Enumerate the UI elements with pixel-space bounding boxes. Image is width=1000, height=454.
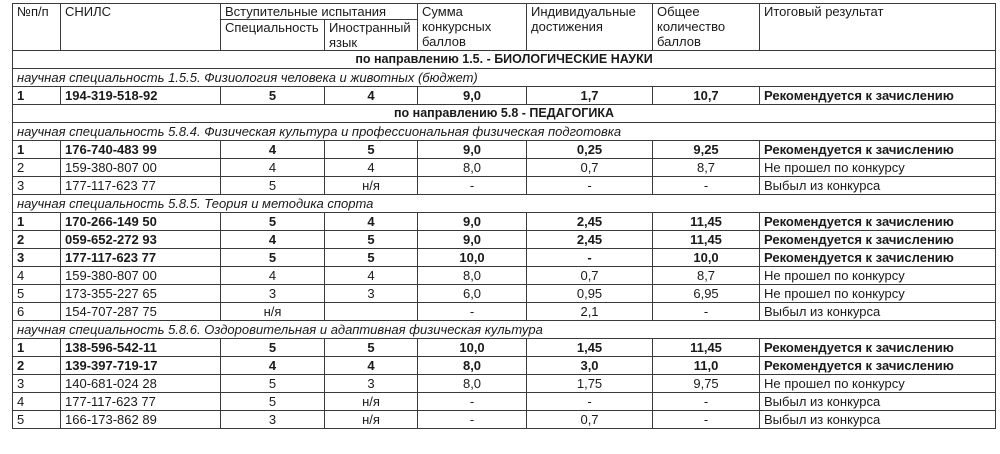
final-result-cell: Выбыл из конкурса: [760, 393, 996, 411]
total-points-cell: 8,7: [653, 159, 760, 177]
specialty-score-cell: 3: [221, 285, 325, 303]
individual-achievements-cell: 1,7: [527, 87, 653, 105]
snils-cell: 176-740-483 99: [61, 141, 221, 159]
table-row: [13, 339, 996, 357]
specialty-score-cell: н/я: [221, 303, 325, 321]
table-row: [13, 231, 996, 249]
specialty-heading: научная специальность 5.8.6. Оздоровительная и адаптивная физическая культура: [13, 321, 996, 339]
competitive-sum-cell: 10,0: [418, 339, 527, 357]
individual-achievements-cell: 0,95: [527, 285, 653, 303]
total-points-cell: -: [653, 303, 760, 321]
individual-achievements-cell: 1,75: [527, 375, 653, 393]
header-num: №п/п: [13, 4, 61, 51]
specialty-heading: научная специальность 1.5.5. Физиология человека и животных (бюджет): [13, 69, 996, 87]
total-points-cell: 11,45: [653, 231, 760, 249]
table-row: [13, 159, 996, 177]
row-number: 1: [13, 339, 61, 357]
table-body: [13, 51, 996, 429]
competitive-sum-cell: 8,0: [418, 267, 527, 285]
individual-achievements-cell: 0,7: [527, 267, 653, 285]
foreign-language-score-cell: [325, 303, 418, 321]
final-result-cell: Не прошел по конкурсу: [760, 267, 996, 285]
specialty-heading: научная специальность 5.8.5. Теория и методика спорта: [13, 195, 996, 213]
competitive-sum-cell: -: [418, 303, 527, 321]
specialty-row: [13, 123, 996, 141]
foreign-language-score-cell: 5: [325, 339, 418, 357]
competitive-sum-cell: 9,0: [418, 141, 527, 159]
specialty-score-cell: 4: [221, 267, 325, 285]
final-result-cell: Рекомендуется к зачислению: [760, 87, 996, 105]
foreign-language-score-cell: н/я: [325, 411, 418, 429]
competitive-sum-cell: 10,0: [418, 249, 527, 267]
snils-cell: 059-652-272 93: [61, 231, 221, 249]
row-number: 5: [13, 285, 61, 303]
specialty-score-cell: 5: [221, 393, 325, 411]
final-result-cell: Рекомендуется к зачислению: [760, 213, 996, 231]
specialty-score-cell: 4: [221, 141, 325, 159]
header-individual-achievements: Индивидуальные достижения: [527, 4, 653, 51]
total-points-cell: 9,25: [653, 141, 760, 159]
final-result-cell: Не прошел по конкурсу: [760, 375, 996, 393]
table-row: [13, 87, 996, 105]
individual-achievements-cell: 0,25: [527, 141, 653, 159]
table-row: [13, 357, 996, 375]
snils-cell: 138-596-542-11: [61, 339, 221, 357]
snils-cell: 173-355-227 65: [61, 285, 221, 303]
row-number: 1: [13, 213, 61, 231]
specialty-heading: научная специальность 5.8.4. Физическая культура и профессиональная физическая подготовка: [13, 123, 996, 141]
table-row: [13, 267, 996, 285]
header-entrance-exams: Вступительные испытания: [221, 4, 418, 20]
snils-cell: 159-380-807 00: [61, 267, 221, 285]
row-number: 2: [13, 159, 61, 177]
competitive-sum-cell: 9,0: [418, 213, 527, 231]
row-number: 5: [13, 411, 61, 429]
table-row: [13, 375, 996, 393]
specialty-score-cell: 4: [221, 357, 325, 375]
competitive-sum-cell: 8,0: [418, 375, 527, 393]
total-points-cell: 9,75: [653, 375, 760, 393]
specialty-score-cell: 4: [221, 231, 325, 249]
individual-achievements-cell: 0,7: [527, 411, 653, 429]
specialty-score-cell: 5: [221, 213, 325, 231]
table-row: [13, 213, 996, 231]
individual-achievements-cell: -: [527, 177, 653, 195]
specialty-score-cell: 5: [221, 249, 325, 267]
competitive-sum-cell: 9,0: [418, 87, 527, 105]
table-row: [13, 249, 996, 267]
final-result-cell: Рекомендуется к зачислению: [760, 141, 996, 159]
final-result-cell: Рекомендуется к зачислению: [760, 249, 996, 267]
snils-cell: 166-173-862 89: [61, 411, 221, 429]
total-points-cell: -: [653, 393, 760, 411]
total-points-cell: -: [653, 411, 760, 429]
specialty-score-cell: 5: [221, 339, 325, 357]
row-number: 1: [13, 141, 61, 159]
header-foreign-language: Иностранный язык: [325, 20, 418, 51]
table-row: [13, 393, 996, 411]
row-number: 3: [13, 375, 61, 393]
individual-achievements-cell: 0,7: [527, 159, 653, 177]
individual-achievements-cell: -: [527, 249, 653, 267]
table-row: [13, 177, 996, 195]
foreign-language-score-cell: 4: [325, 357, 418, 375]
foreign-language-score-cell: 5: [325, 141, 418, 159]
final-result-cell: Рекомендуется к зачислению: [760, 339, 996, 357]
table-header: [13, 4, 996, 51]
snils-cell: 177-117-623 77: [61, 177, 221, 195]
foreign-language-score-cell: 5: [325, 249, 418, 267]
direction-row: [13, 51, 996, 69]
specialty-row: [13, 195, 996, 213]
admission-results-table: [12, 3, 996, 429]
individual-achievements-cell: 2,1: [527, 303, 653, 321]
competitive-sum-cell: -: [418, 177, 527, 195]
total-points-cell: -: [653, 177, 760, 195]
snils-cell: 159-380-807 00: [61, 159, 221, 177]
total-points-cell: 11,0: [653, 357, 760, 375]
row-number: 1: [13, 87, 61, 105]
total-points-cell: 11,45: [653, 213, 760, 231]
table-row: [13, 303, 996, 321]
foreign-language-score-cell: н/я: [325, 393, 418, 411]
foreign-language-score-cell: 4: [325, 159, 418, 177]
snils-cell: 140-681-024 28: [61, 375, 221, 393]
snils-cell: 139-397-719-17: [61, 357, 221, 375]
foreign-language-score-cell: 4: [325, 213, 418, 231]
total-points-cell: 10,7: [653, 87, 760, 105]
final-result-cell: Не прошел по конкурсу: [760, 285, 996, 303]
final-result-cell: Выбыл из конкурса: [760, 177, 996, 195]
total-points-cell: 10,0: [653, 249, 760, 267]
direction-heading: по направлению 5.8 - ПЕДАГОГИКА: [13, 105, 996, 123]
final-result-cell: Рекомендуется к зачислению: [760, 357, 996, 375]
row-number: 3: [13, 177, 61, 195]
specialty-score-cell: 5: [221, 87, 325, 105]
competitive-sum-cell: -: [418, 393, 527, 411]
specialty-score-cell: 5: [221, 177, 325, 195]
row-number: 2: [13, 231, 61, 249]
total-points-cell: 8,7: [653, 267, 760, 285]
specialty-score-cell: 5: [221, 375, 325, 393]
row-number: 2: [13, 357, 61, 375]
foreign-language-score-cell: 4: [325, 267, 418, 285]
total-points-cell: 11,45: [653, 339, 760, 357]
header-snils: СНИЛС: [61, 4, 221, 51]
header-competitive-sum: Сумма конкурсных баллов: [418, 4, 527, 51]
total-points-cell: 6,95: [653, 285, 760, 303]
table-row: [13, 141, 996, 159]
row-number: 6: [13, 303, 61, 321]
final-result-cell: Выбыл из конкурса: [760, 411, 996, 429]
table-row: [13, 285, 996, 303]
competitive-sum-cell: 6,0: [418, 285, 527, 303]
row-number: 4: [13, 393, 61, 411]
direction-row: [13, 105, 996, 123]
final-result-cell: Выбыл из конкурса: [760, 303, 996, 321]
individual-achievements-cell: 1,45: [527, 339, 653, 357]
direction-heading: по направлению 1.5. - БИОЛОГИЧЕСКИЕ НАУКИ: [13, 51, 996, 69]
snils-cell: 177-117-623 77: [61, 393, 221, 411]
individual-achievements-cell: 2,45: [527, 231, 653, 249]
specialty-row: [13, 321, 996, 339]
foreign-language-score-cell: 4: [325, 87, 418, 105]
header-final-result: Итоговый результат: [760, 4, 996, 51]
snils-cell: 194-319-518-92: [61, 87, 221, 105]
foreign-language-score-cell: 3: [325, 375, 418, 393]
specialty-row: [13, 69, 996, 87]
foreign-language-score-cell: 3: [325, 285, 418, 303]
individual-achievements-cell: 2,45: [527, 213, 653, 231]
snils-cell: 170-266-149 50: [61, 213, 221, 231]
specialty-score-cell: 3: [221, 411, 325, 429]
competitive-sum-cell: 9,0: [418, 231, 527, 249]
competitive-sum-cell: 8,0: [418, 357, 527, 375]
snils-cell: 154-707-287 75: [61, 303, 221, 321]
competitive-sum-cell: 8,0: [418, 159, 527, 177]
final-result-cell: Рекомендуется к зачислению: [760, 231, 996, 249]
competitive-sum-cell: -: [418, 411, 527, 429]
specialty-score-cell: 4: [221, 159, 325, 177]
header-total-points: Общее количество баллов: [653, 4, 760, 51]
foreign-language-score-cell: н/я: [325, 177, 418, 195]
final-result-cell: Не прошел по конкурсу: [760, 159, 996, 177]
foreign-language-score-cell: 5: [325, 231, 418, 249]
header-specialty-exam: Специальность: [221, 20, 325, 51]
individual-achievements-cell: -: [527, 393, 653, 411]
row-number: 3: [13, 249, 61, 267]
table-row: [13, 411, 996, 429]
snils-cell: 177-117-623 77: [61, 249, 221, 267]
row-number: 4: [13, 267, 61, 285]
individual-achievements-cell: 3,0: [527, 357, 653, 375]
